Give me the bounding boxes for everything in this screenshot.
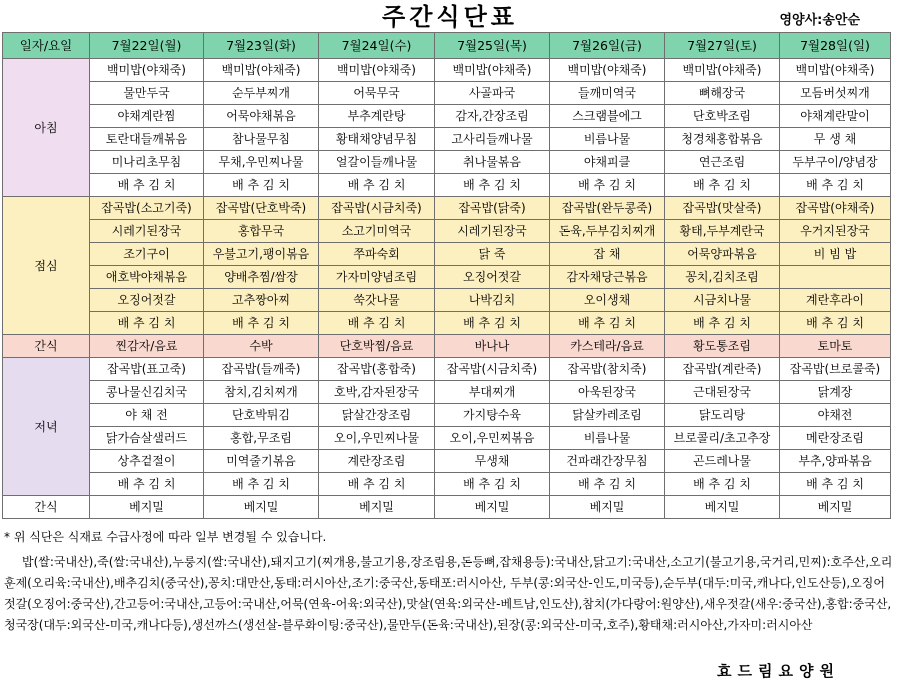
menu-cell: 곤드레나물 [665,450,780,473]
menu-cell: 잡곡밥(완두콩죽) [550,197,665,220]
menu-cell: 무생채 [435,450,550,473]
menu-cell: 잡곡밥(닭죽) [435,197,550,220]
menu-cell: 모듬버섯찌개 [780,82,891,105]
menu-cell: 시레기된장국 [435,220,550,243]
dinner-row [3,358,891,381]
menu-cell: 닭계장 [780,381,891,404]
menu-cell: 배 추 김 치 [319,473,435,496]
menu-cell: 배 추 김 치 [319,312,435,335]
snack-cell: 토마토 [780,335,891,358]
header-date-label: 일자/요일 [3,33,90,59]
menu-cell: 홍합,무조림 [204,427,319,450]
menu-cell: 배 추 김 치 [204,174,319,197]
menu-cell: 야채전 [780,404,891,427]
menu-cell: 물만두국 [90,82,204,105]
menu-cell: 오이,우민찌볶음 [435,427,550,450]
menu-cell: 백미밥(야채죽) [665,59,780,82]
header-day: 7월27일(토) [665,33,780,59]
lunch-row [3,243,891,266]
lunch-row [3,289,891,312]
menu-cell: 야채피클 [550,151,665,174]
menu-cell: 황태,두부계란국 [665,220,780,243]
menu-cell: 잡곡밥(계란죽) [665,358,780,381]
dinner-row [3,473,891,496]
menu-cell: 미나리초무침 [90,151,204,174]
snack-cell: 베지밀 [550,496,665,519]
menu-cell: 닭도리탕 [665,404,780,427]
menu-cell: 콩나물신김치국 [90,381,204,404]
menu-cell: 배 추 김 치 [90,312,204,335]
menu-cell: 비름나물 [550,128,665,151]
lunch-row [3,312,891,335]
menu-cell: 단호박튀김 [204,404,319,427]
menu-cell: 백미밥(야채죽) [780,59,891,82]
menu-cell: 백미밥(야채죽) [204,59,319,82]
menu-cell: 쭈파숙회 [319,243,435,266]
menu-cell: 조기구이 [90,243,204,266]
menu-cell: 두부구이/양념장 [780,151,891,174]
menu-cell: 가자미양념조림 [319,266,435,289]
breakfast-row [3,151,891,174]
snack2-label: 간식 [3,496,90,519]
menu-cell: 닭 죽 [435,243,550,266]
menu-cell: 순두부찌개 [204,82,319,105]
header-day: 7월25일(목) [435,33,550,59]
menu-cell: 애호박야채볶음 [90,266,204,289]
menu-cell: 배 추 김 치 [550,312,665,335]
weekly-menu-table [2,32,891,519]
snack-cell: 베지밀 [204,496,319,519]
header-day: 7월26일(금) [550,33,665,59]
menu-cell: 우불고기,팽이볶음 [204,243,319,266]
menu-cell: 메란장조림 [780,427,891,450]
menu-cell: 부대찌개 [435,381,550,404]
menu-cell: 참치,김치찌개 [204,381,319,404]
menu-cell: 배 추 김 치 [204,473,319,496]
dinner-row [3,450,891,473]
menu-cell: 스크램블에그 [550,105,665,128]
menu-cell: 배 추 김 치 [665,312,780,335]
menu-cell: 배 추 김 치 [665,473,780,496]
breakfast-row [3,82,891,105]
menu-cell: 들깨미역국 [550,82,665,105]
menu-cell: 배 추 김 치 [550,174,665,197]
header-day: 7월24일(수) [319,33,435,59]
menu-cell: 무채,우민찌나물 [204,151,319,174]
menu-cell: 소고기미역국 [319,220,435,243]
dinner-row [3,404,891,427]
menu-cell: 잡곡밥(맛살죽) [665,197,780,220]
breakfast-row [3,59,891,82]
menu-cell: 비름나물 [550,427,665,450]
menu-cell: 양배추찜/쌈장 [204,266,319,289]
menu-cell: 잡곡밥(참치죽) [550,358,665,381]
menu-cell: 배 추 김 치 [319,174,435,197]
lunch-row [3,266,891,289]
menu-cell: 잡곡밥(소고기죽) [90,197,204,220]
menu-cell: 잡곡밥(브로콜죽) [780,358,891,381]
menu-cell: 어묵야채볶음 [204,105,319,128]
header-day: 7월22일(월) [90,33,204,59]
menu-cell: 호박,감자된장국 [319,381,435,404]
menu-cell: 단호박조림 [665,105,780,128]
menu-cell: 취나물볶음 [435,151,550,174]
menu-cell: 배 추 김 치 [90,174,204,197]
menu-cell: 시금치나물 [665,289,780,312]
header-day: 7월28일(일) [780,33,891,59]
header-day: 7월23일(화) [204,33,319,59]
menu-cell: 연근조림 [665,151,780,174]
menu-cell: 야채계란찜 [90,105,204,128]
menu-cell: 근대된장국 [665,381,780,404]
menu-cell: 오이,우민찌나물 [319,427,435,450]
menu-cell: 잡곡밥(시금치죽) [435,358,550,381]
menu-cell: 쑥갓나물 [319,289,435,312]
menu-cell: 잡곡밥(시금치죽) [319,197,435,220]
snack-cell: 카스테라/음료 [550,335,665,358]
dinner-label: 저녁 [3,358,90,496]
nutritionist-label: 영양사:송안순 [779,13,860,28]
page-title: 주간식단표 [382,3,518,31]
snack-cell: 베지밀 [780,496,891,519]
menu-cell: 비 빔 밥 [780,243,891,266]
menu-cell: 고추짱아찌 [204,289,319,312]
facility-name: 효드림요양원 [717,662,840,680]
menu-cell: 잡곡밥(홍합죽) [319,358,435,381]
menu-cell: 백미밥(야채죽) [550,59,665,82]
dinner-row [3,427,891,450]
menu-cell: 무 생 채 [780,128,891,151]
menu-cell: 배 추 김 치 [435,312,550,335]
menu-cell: 토란대들깨볶음 [90,128,204,151]
menu-cell: 아욱된장국 [550,381,665,404]
snack-cell: 바나나 [435,335,550,358]
menu-cell: 참나물무침 [204,128,319,151]
snack-cell: 베지밀 [435,496,550,519]
menu-cell: 가지탕수육 [435,404,550,427]
menu-cell: 닭살간장조림 [319,404,435,427]
breakfast-row [3,105,891,128]
lunch-label: 점심 [3,197,90,335]
menu-cell: 꽁치,김치조림 [665,266,780,289]
menu-cell: 오징어젓갈 [90,289,204,312]
snack-cell: 수박 [204,335,319,358]
breakfast-row [3,174,891,197]
change-notice: * 위 식단은 식재료 수급사정에 따라 일부 변경될 수 있습니다. [4,530,327,544]
snack2-row [3,496,891,519]
menu-cell: 배 추 김 치 [435,473,550,496]
header-row [3,33,891,59]
menu-cell: 오이생채 [550,289,665,312]
menu-cell: 황태채양념무침 [319,128,435,151]
breakfast-label: 아침 [3,59,90,197]
menu-cell: 상추겉절이 [90,450,204,473]
menu-cell: 잡곡밥(표고죽) [90,358,204,381]
menu-cell: 우거지된장국 [780,220,891,243]
menu-cell: 얼갈이들깨나물 [319,151,435,174]
breakfast-row [3,128,891,151]
menu-cell: 부추,양파볶음 [780,450,891,473]
menu-cell: 미역줄기볶음 [204,450,319,473]
menu-cell: 감자,간장조림 [435,105,550,128]
menu-cell: 시레기된장국 [90,220,204,243]
menu-cell: 돈육,두부김치찌개 [550,220,665,243]
menu-cell: 건파래간장무침 [550,450,665,473]
menu-cell: 닭가슴살샐러드 [90,427,204,450]
menu-cell: 잡 채 [550,243,665,266]
menu-cell: 잡곡밥(야채죽) [780,197,891,220]
menu-cell: 잡곡밥(단호박죽) [204,197,319,220]
menu-cell: 배 추 김 치 [780,312,891,335]
snack-cell: 베지밀 [665,496,780,519]
menu-cell: 백미밥(야채죽) [90,59,204,82]
menu-cell: 고사리들깨나물 [435,128,550,151]
menu-cell: 배 추 김 치 [435,174,550,197]
menu-cell: 부추계란탕 [319,105,435,128]
menu-cell: 오징어젓갈 [435,266,550,289]
menu-cell: 배 추 김 치 [550,473,665,496]
menu-cell: 청경채홍합볶음 [665,128,780,151]
menu-cell: 어묵무국 [319,82,435,105]
snack-cell: 베지밀 [90,496,204,519]
menu-cell: 배 추 김 치 [90,473,204,496]
lunch-row [3,197,891,220]
menu-cell: 잡곡밥(들깨죽) [204,358,319,381]
snack1-label: 간식 [3,335,90,358]
menu-cell: 배 추 김 치 [780,473,891,496]
menu-cell: 나박김치 [435,289,550,312]
lunch-row [3,220,891,243]
menu-cell: 백미밥(야채죽) [319,59,435,82]
menu-cell: 어묵양파볶음 [665,243,780,266]
menu-cell: 닭살카레조림 [550,404,665,427]
menu-cell: 배 추 김 치 [665,174,780,197]
menu-cell: 감자채당근볶음 [550,266,665,289]
menu-cell: 백미밥(야채죽) [435,59,550,82]
origin-info: 밥(쌀:국내산),죽(쌀:국내산),누룽지(쌀:국내산),돼지고기(찌개용,불고기용,장조림용,돈등뼈,잡채용등):국내산,닭고기:국내산,소고기(불고기용,국거리,민찌):호주산,오리훈제(오리육:국내산),배추김치(중국산),꽁치:대만산,동태:러시아산,조기:중국산,동태포:러시아산, 두부(콩:외국산-인도,미국등),순두부(대두:미국,캐나다,인도산등),오징어젓갈(오징어:중국산),간고등어:국내산,고등어:국내산,어묵(연육-어육:외국산),맛살(연육:외국산-베트남,인도산),참치(가다랑어:원양산),새우젓갈(새우:중국산),홍합:중국산,청국장(대두:외국산-미국,캐나다등),생선까스(생선살-블루화이팅:중국산),물만두(돈육:국내산),된장(콩:외국산-미국,호주),황태채:러시아산,가자미:러시아산 [4,555,893,632]
menu-cell: 계란장조림 [319,450,435,473]
menu-cell: 배 추 김 치 [780,174,891,197]
menu-cell: 야 채 전 [90,404,204,427]
snack-cell: 황도통조림 [665,335,780,358]
menu-cell: 브로콜리/초고추장 [665,427,780,450]
menu-cell [780,266,891,289]
menu-cell: 야채계란말이 [780,105,891,128]
snack-cell: 단호박찜/음료 [319,335,435,358]
snack-cell: 베지밀 [319,496,435,519]
menu-cell: 계란후라이 [780,289,891,312]
snack-cell: 찐감자/음료 [90,335,204,358]
dinner-row [3,381,891,404]
menu-cell: 사골파국 [435,82,550,105]
menu-cell: 배 추 김 치 [204,312,319,335]
menu-cell: 홍합무국 [204,220,319,243]
snack1-row [3,335,891,358]
menu-cell: 뼈해장국 [665,82,780,105]
